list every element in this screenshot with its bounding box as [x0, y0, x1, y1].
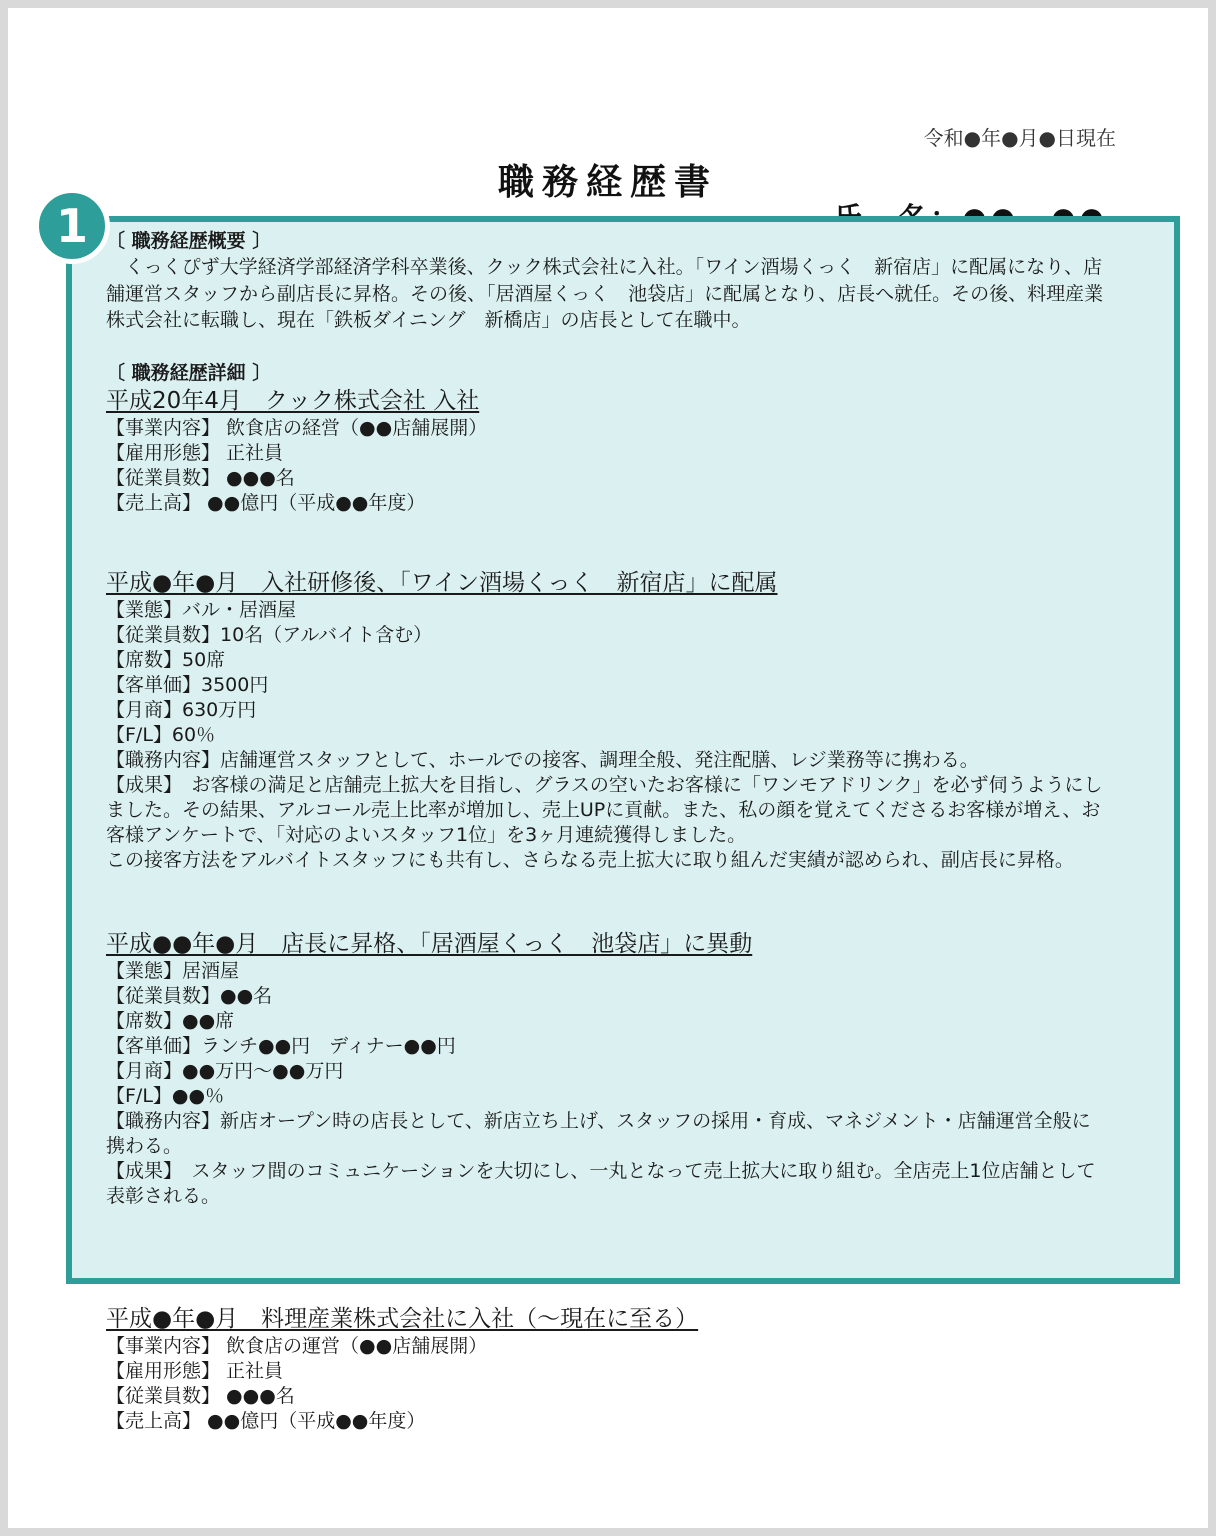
highlighted-content: [106, 228, 1106, 1209]
job1-result-2: この接客方法をアルバイトスタッフにも共有し、さらなる売上拡大に取り組んだ実績が認められ、副店長に昇格。: [106, 848, 1074, 871]
step-number-badge: 1: [34, 188, 110, 264]
job2-seats: 【席数】●●席: [106, 1009, 235, 1032]
detail-heading: 〔 職務経歴詳細 〕: [106, 361, 272, 384]
job1-result: 【成果】 お客様の満足と店舗売上拡大を目指し、グラスの空いたお客様に「ワンモアドリンク」を必ず伺うようにしました。その結果、アルコール売上比率が増加し、売上UPに貢献。また、私の顔を覚えてくださるお客様が増え、お客様アンケートで、「対応のよいスタッフ1位」を3ヶ月連続獲得しました。: [106, 773, 1103, 846]
company2-sales: 【売上高】 ●●億円（平成●●年度）: [106, 1410, 426, 1432]
company2-employees: 【従業員数】 ●●●名: [106, 1385, 295, 1407]
job1-format: 【業態】バル・居酒屋: [106, 598, 297, 621]
company2-business: 【事業内容】 飲食店の運営（●●店舗展開）: [106, 1335, 488, 1357]
job2-fl-ratio: 【F/L】●●％: [106, 1084, 225, 1107]
company1-period: 平成20年4月 クック株式会社 入社: [106, 387, 480, 414]
job1-duties: 【職務内容】店舗運営スタッフとして、ホールでの接客、調理全般、発注配膳、レジ業務等に携わる。: [106, 748, 979, 771]
summary-text: くっくぴず大学経済学部経済学科卒業後、クック株式会社に入社。「ワイン酒場くっく 新宿店」に配属になり、店舗運営スタッフから副店長に昇格。その後、「居酒屋くっく 池袋店」に配属となり、店長へ就任。その後、料理産業株式会社に転職し、現在「鉄板ダイニング 新橋店」の店長として在職中。: [106, 256, 1104, 331]
company1-employment-type: 【雇用形態】 正社員: [106, 441, 284, 464]
document-date: 令和●年●月●日現在: [923, 126, 1116, 150]
job1-unit-price: 【客単価】3500円: [106, 673, 269, 696]
job1-seats: 【席数】50席: [106, 648, 226, 671]
job1-fl-ratio: 【F/L】60％: [106, 723, 216, 746]
job2-duties: 【職務内容】新店オープン時の店長として、新店立ち上げ、スタッフの採用・育成、マネジメント・店舗運営全般に携わる。: [106, 1109, 1091, 1157]
summary-heading: 〔 職務経歴概要 〕: [106, 230, 272, 252]
company2-period: 平成●年●月 料理産業株式会社に入社（〜現在に至る）: [106, 1306, 699, 1332]
job2-monthly-sales: 【月商】●●万円〜●●万円: [106, 1059, 344, 1082]
company1-employees: 【従業員数】 ●●●名: [106, 466, 295, 489]
document-page: [8, 8, 1208, 1528]
company2-employment-type: 【雇用形態】 正社員: [106, 1360, 284, 1382]
job1-period: 平成●年●月 入社研修後、「ワイン酒場くっく 新宿店」に配属: [106, 569, 778, 596]
job2-employees: 【従業員数】●●名: [106, 984, 273, 1007]
job1-monthly-sales: 【月商】630万円: [106, 698, 257, 721]
job2-result: 【成果】 スタッフ間のコミュニケーションを大切にし、一丸となって売上拡大に取り組む。全店売上1位店舗として表彰される。: [106, 1159, 1096, 1207]
job2-period: 平成●●年●月 店長に昇格、「居酒屋くっく 池袋店」に異動: [106, 930, 753, 957]
job2-unit-price: 【客単価】ランチ●●円 ディナー●●円: [106, 1034, 456, 1057]
current-company-section: [106, 1304, 1106, 1434]
company1-business: 【事業内容】 飲食店の経営（●●店舗展開）: [106, 416, 488, 439]
company1-sales: 【売上高】 ●●億円（平成●●年度）: [106, 491, 426, 514]
document-title: 職務経歴書: [497, 162, 718, 203]
job2-format: 【業態】居酒屋: [106, 959, 240, 982]
job1-employees: 【従業員数】10名（アルバイト含む）: [106, 623, 433, 646]
